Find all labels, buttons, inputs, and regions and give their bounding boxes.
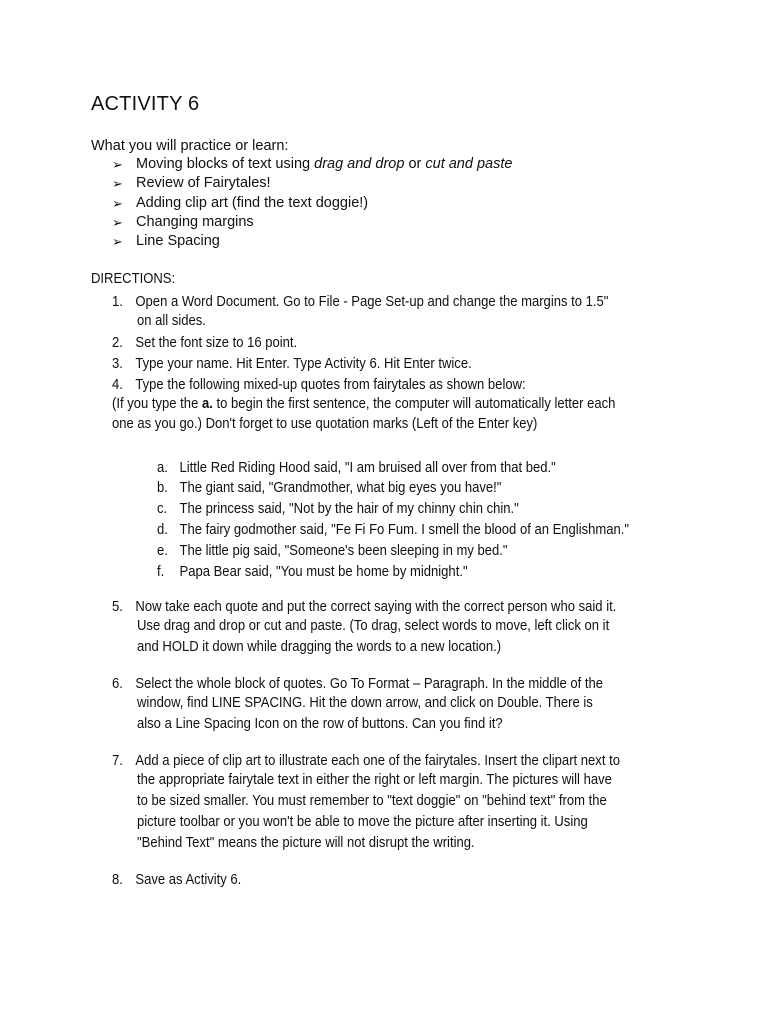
note-bold-letter: a. (201, 396, 213, 412)
arrow-bullet-icon: ➢ (112, 157, 123, 172)
step-text: Save as Activity 6. (135, 872, 242, 888)
list-item (112, 174, 512, 193)
step-text: Add a piece of clip art to illustrate each one of the fairytales. Insert the clipart next to (135, 753, 620, 769)
step-5-line-3: and HOLD it down while dragging the words to a new location.) (137, 639, 502, 655)
step-5-line-2: Use drag and drop or cut and paste. (To drag, select words to move, left click on it (137, 618, 610, 634)
page-title: ACTIVITY 6 (91, 93, 200, 115)
list-item (112, 213, 512, 232)
step-text: Type your name. Hit Enter. Type Activity 6. Hit Enter twice. (135, 356, 472, 372)
quote-letter: e. (157, 543, 168, 559)
emphasis-text: cut and paste (425, 156, 513, 172)
step-6-line-2: window, find LINE SPACING. Hit the down arrow, and click on Double. There is (137, 695, 593, 711)
intro-text: What you will practice or learn: (91, 138, 289, 154)
note-text: to begin the first sentence, the computer will automatically letter each (212, 396, 616, 412)
step-7-line-5: "Behind Text" means the picture will not disrupt the writing. (137, 835, 475, 851)
quote-letter: a. (157, 460, 168, 476)
step-1-line-2: on all sides. (137, 313, 206, 329)
step-7-line-3: to be sized smaller. You must remember to "text doggie" on "behind text" from the (137, 793, 607, 809)
quote-letter: d. (157, 522, 168, 538)
quote-text: The princess said, "Not by the hair of my chinny chin chin." (179, 501, 519, 517)
step-number: 2. (112, 335, 123, 351)
arrow-bullet-icon: ➢ (112, 195, 123, 211)
list-item-text: Adding clip art (find the text doggie!) (136, 194, 369, 211)
arrow-bullet-icon: ➢ (112, 176, 123, 192)
step-6-line-3: also a Line Spacing Icon on the row of buttons. Can you find it? (137, 716, 503, 732)
step-text: Type the following mixed-up quotes from fairytales as shown below: (135, 377, 526, 393)
step-text: Now take each quote and put the correct saying with the correct person who said it. (135, 599, 617, 615)
list-item-text: or (404, 156, 426, 172)
list-item (112, 232, 512, 251)
step-7-line-2: the appropriate fairytale text in either the right or left margin. The pictures will have (137, 772, 612, 788)
list-item-text: Review of Fairytales! (136, 175, 271, 192)
quote-letter: c. (157, 501, 168, 517)
quote-letter: b. (157, 480, 168, 496)
list-item (112, 194, 512, 213)
note-text: (If you type the (112, 396, 202, 412)
list-item-text: Changing margins (136, 213, 254, 230)
step-number: 6. (112, 676, 123, 692)
step-4-note-line-2: one as you go.) Don't forget to use quotation marks (Left of the Enter key) (112, 416, 538, 432)
quote-text: The giant said, "Grandmother, what big eyes you have!" (179, 480, 502, 496)
emphasis-text: drag and drop (314, 156, 405, 172)
step-number: 4. (112, 377, 123, 393)
step-4-note (112, 396, 615, 412)
directions-heading: DIRECTIONS: (91, 271, 176, 287)
step-number: 5. (112, 599, 123, 615)
step-text: Set the font size to 16 point. (135, 335, 298, 351)
list-item-text: Line Spacing (136, 233, 220, 250)
quote-text: Little Red Riding Hood said, "I am bruised all over from that bed." (179, 460, 556, 476)
practice-list (112, 155, 512, 251)
quote-text: The fairy godmother said, "Fe Fi Fo Fum. I smell the blood of an Englishman." (179, 522, 630, 538)
step-7-line-4: picture toolbar or you won't be able to move the picture after inserting it. Using (137, 814, 588, 830)
list-item-text: Moving blocks of text using (136, 156, 315, 172)
step-number: 8. (112, 872, 123, 888)
step-number: 1. (112, 294, 123, 310)
arrow-bullet-icon: ➢ (112, 214, 123, 230)
step-text: Open a Word Document. Go to File - Page Set-up and change the margins to 1.5" (135, 294, 609, 310)
quote-text: The little pig said, "Someone's been sleeping in my bed." (179, 543, 508, 559)
arrow-bullet-icon: ➢ (112, 234, 123, 250)
quote-text: Papa Bear said, "You must be home by midnight." (179, 564, 468, 580)
step-number: 3. (112, 356, 123, 372)
list-item (112, 155, 512, 174)
quote-letter: f. (157, 564, 165, 580)
step-number: 7. (112, 753, 123, 769)
step-text: Select the whole block of quotes. Go To Format – Paragraph. In the middle of the (135, 676, 604, 692)
